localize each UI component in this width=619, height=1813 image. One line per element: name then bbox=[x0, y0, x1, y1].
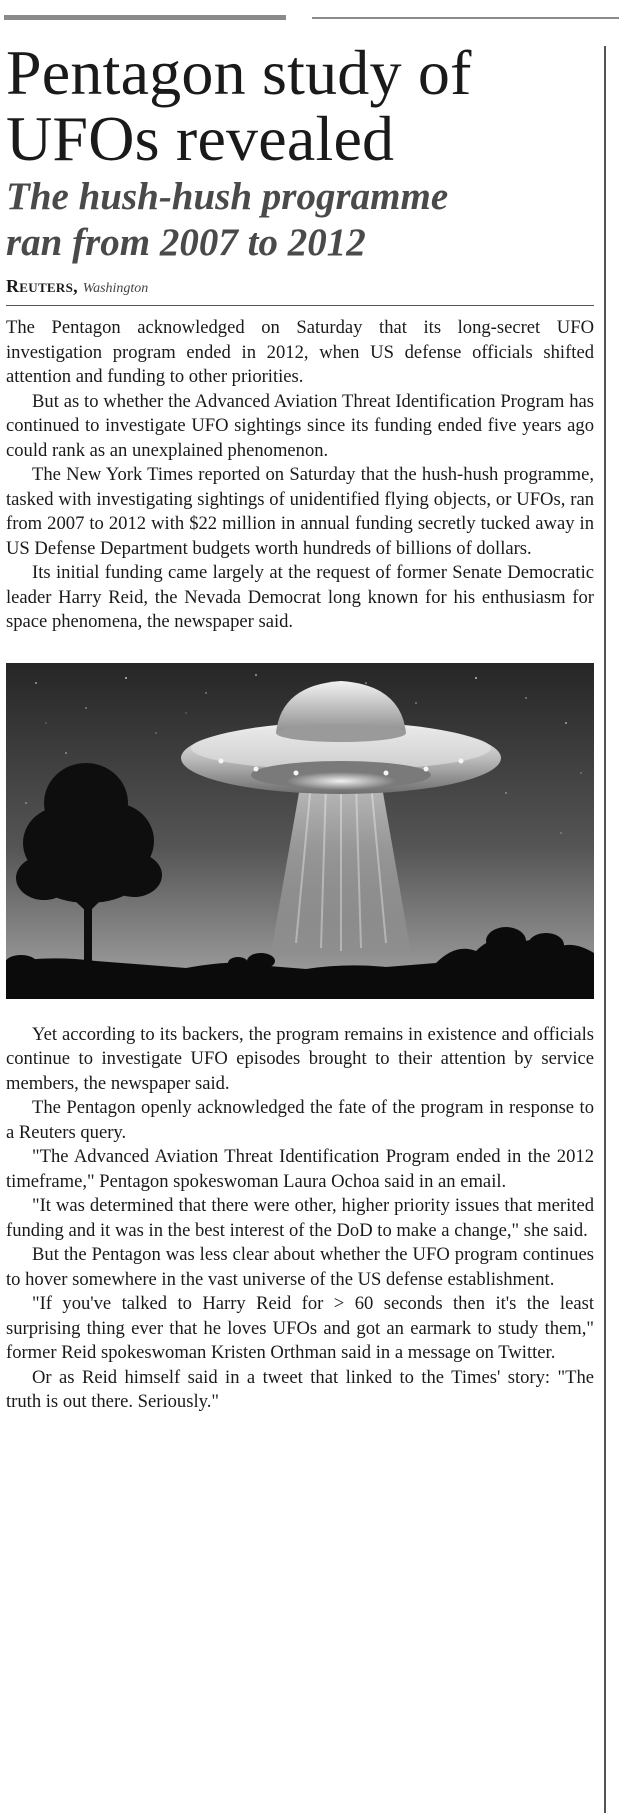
headline-line-1: Pentagon study of bbox=[6, 37, 472, 108]
paragraph: But the Pentagon was less clear about whether the UFO program continues to hover somewhere in the vast universe of the US defense establishment. bbox=[6, 1244, 594, 1290]
byline-agency: Reuters, bbox=[6, 276, 78, 296]
headline-line-2: UFOs revealed bbox=[6, 103, 395, 174]
paragraph: Or as Reid himself said in a tweet that linked to the Times' story: "The truth is out there. Seriously." bbox=[6, 1366, 594, 1412]
paragraph: Yet according to its backers, the program remains in existence and officials continue to investigate UFO episodes brought to their attention by service members, the newspaper said. bbox=[6, 1023, 594, 1094]
article bbox=[6, 37, 594, 1415]
paragraph: The New York Times reported on Saturday that the hush-hush programme, tasked with investigating sightings of unidentified flying objects, or UFOs, ran from 2007 to 2012 with $22 million in annual funding secretly tucked away in US Defense Department budgets worth hundreds of billions of dollars. bbox=[6, 464, 594, 559]
paragraph: But as to whether the Advanced Aviation Threat Identification Program has continued to investigate UFO sightings since its funding ended five years ago could rank as an unexplained phenomenon. bbox=[6, 390, 594, 461]
body-text-after-photo bbox=[6, 1023, 594, 1415]
body-text-before-photo bbox=[6, 316, 594, 635]
headline bbox=[6, 37, 594, 174]
byline-place: Washington bbox=[82, 281, 149, 296]
column-rule bbox=[604, 46, 606, 1813]
ufo-photo bbox=[6, 663, 594, 999]
subhead-line-2: ran from 2007 to 2012 bbox=[6, 221, 366, 264]
paragraph: The Pentagon openly acknowledged the fate of the program in response to a Reuters query. bbox=[6, 1097, 594, 1143]
paragraph: The Pentagon acknowledged on Saturday that its long-secret UFO investigation program ended in 2012, when US defense officials shifted attention and funding to other priorities. bbox=[6, 317, 594, 387]
paragraph: "The Advanced Aviation Threat Identification Program ended in the 2012 timeframe," Pentagon spokeswoman Laura Ochoa said in an email. bbox=[6, 1146, 594, 1192]
top-rule-left bbox=[4, 15, 286, 20]
subhead-line-1: The hush-hush programme bbox=[6, 175, 449, 218]
paragraph: "It was determined that there were other, higher priority issues that merited funding and it was in the best interest of the DoD to make a change," she said. bbox=[6, 1195, 594, 1241]
paragraph: Its initial funding came largely at the request of former Senate Democratic leader Harry Reid, the Nevada Democrat long known for his enthusiasm for space phenomena, the newspaper said. bbox=[6, 562, 594, 632]
paragraph: "If you've talked to Harry Reid for > 60 seconds then it's the least surprising thing ever that he loves UFOs and got an earmark to study them," former Reid spokeswoman Kristen Orthman said in a message on Twitter. bbox=[6, 1293, 594, 1363]
subheadline bbox=[6, 174, 594, 266]
top-rule-right bbox=[312, 17, 619, 19]
byline bbox=[6, 277, 594, 306]
